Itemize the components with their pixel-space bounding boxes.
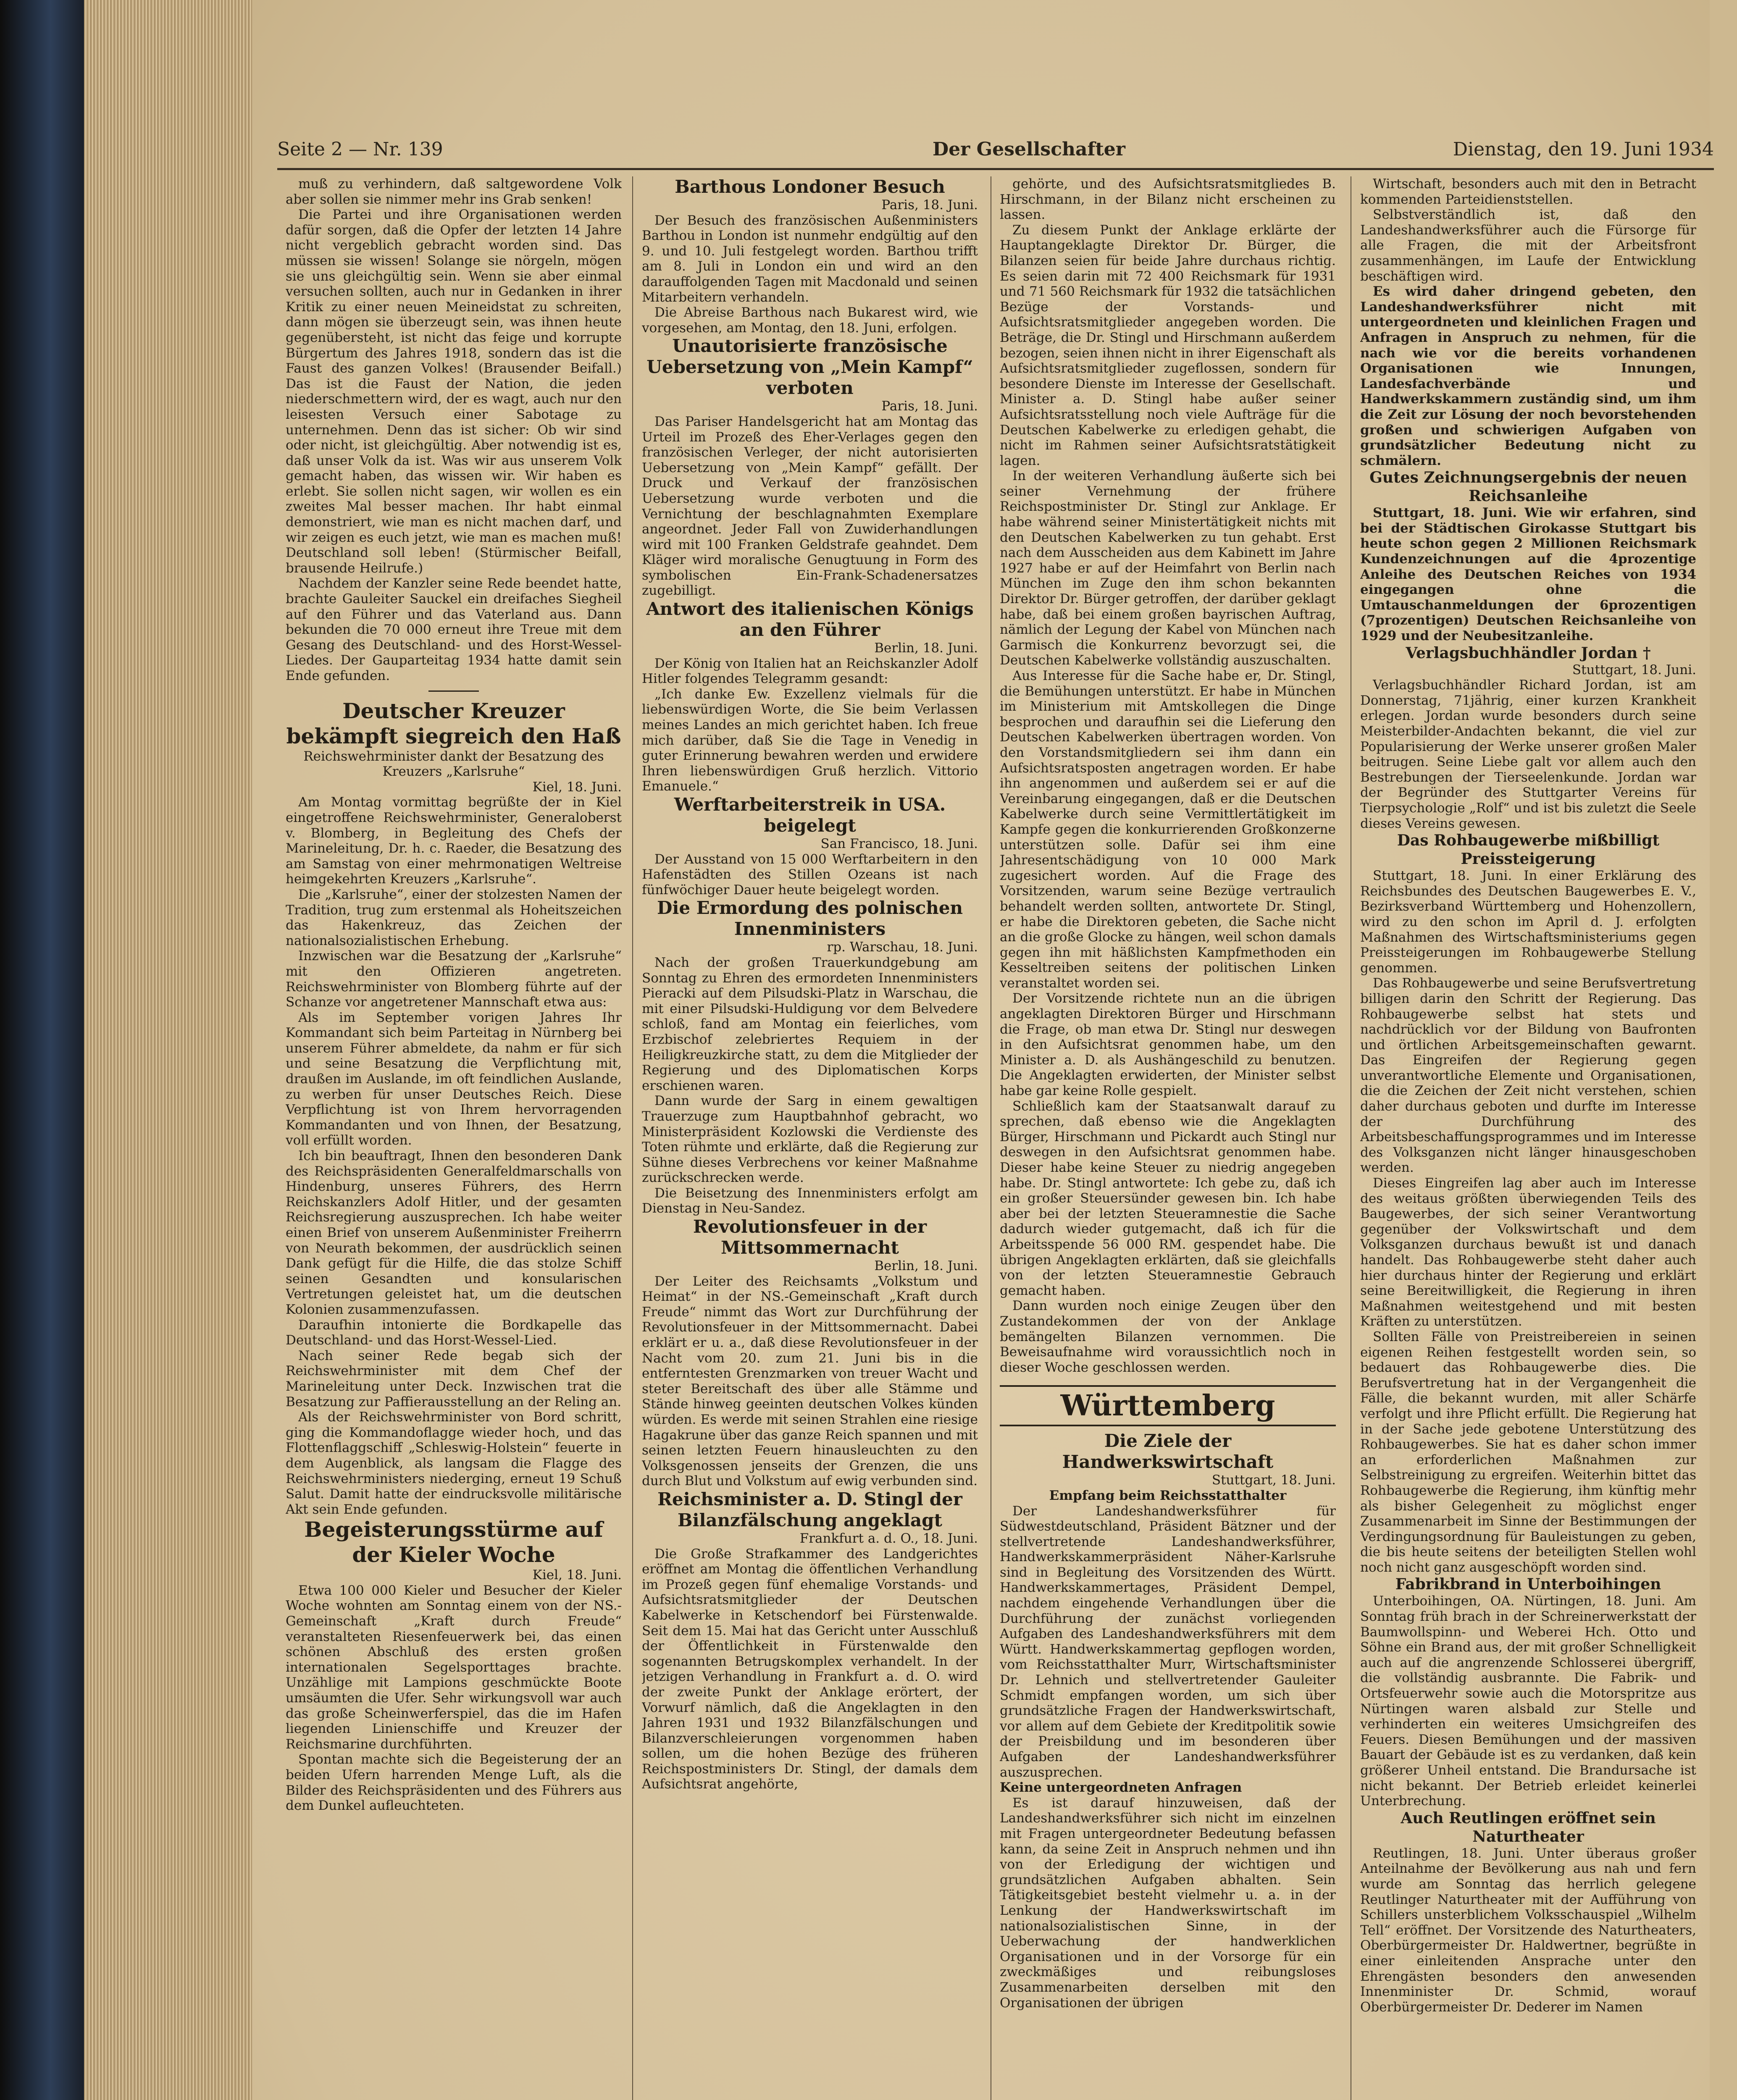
- article-text: Selbstverständlich ist, daß den Landeshandwerksführer auch die Fürsorge für alle Fragen, die mit der Arbeitsfront zusammenhängen, im Laufe der Entwicklung beschäftigen wird.: [1360, 207, 1696, 284]
- column-1: [286, 176, 622, 2100]
- article-text: Am Montag vormittag begrüßte der in Kiel eingetroffene Reichswehrminister, Generaloberst v. Blomberg, in Begleitung des Chefs der Marineleitung, Dr. h. c. Raeder, die Besatzung des am Samstag von einer mehrmonatigen Weltreise heimgekehrten Kreuzers „Karlsruhe“.: [286, 795, 622, 887]
- headline-mein-kampf: Unautorisierte französische Uebersetzung von „Mein Kampf“ verboten: [646, 336, 973, 399]
- dateline: Kiel, 18. Juni.: [532, 1567, 622, 1583]
- headline-rohbaugewerbe: Das Rohbaugewerbe mißbilligt Preissteigerung: [1397, 832, 1660, 868]
- article-text: Die Beisetzung des Innenministers erfolgt am Dienstag in Neu-Sandez.: [642, 1185, 978, 1216]
- article-text: Sollten Fälle von Preistreibereien in seinen eigenen Reihen festgestellt worden sein, so bedauert das Rohbaugewerbe dies. Die Berufsvertretung hat in der Vergangenheit die Fälle, die bekannt wurden, mit aller Schärfe verfolgt und ihre Pflicht erfüllt. Die Regierung hat in der Sache jede gebotene Unterstützung des Rohbaugewerbes. Sie hat es daher schon immer an erforderlichen Maßnahmen zur Selbstreinigung zu ergreifen. Weiterhin bittet das Rohbaugewerbe die Regierung, ihm künftig mehr als bisher Gelegenheit zu möglichst enger Zusammenarbeit im Sinne der Bestimmungen der Verdingungsordnung für Bauleistungen zu geben, die bis heute seitens der beteiligten Stellen wohl noch nicht ganz ausgeschöpft worden sind.: [1360, 1329, 1696, 1575]
- article-text: Aus Interesse für die Sache habe er, Dr. Stingl, die Bemühungen unterstützt. Er habe in München im Ministerium mit Amtskollegen die Dinge besprochen und daraufhin sei die Lieferung den Deutschen Kabelwerken übertragen worden. Von den Vorstandsmitgliedern sei ihm dann ein Aufsichtsratsposten angetragen worden. Er habe ihn angenommen und außerdem sei er auf die Vereinbarung eingegangen, daß er die Deutschen Kabelwerke durch seine Vermittlertätigkeit im Kampfe gegen die konkurrierenden Großkonzerne unterstützen solle. Dafür sei ihm eine Jahresentschädigung von 10 000 Mark zugesichert worden. Auf die Frage des Vorsitzenden, warum seine Bezüge vertraulich behandelt werden sollten, antwortete Dr. Stingl, er habe die Direktoren gebeten, die Sache nicht an die große Glocke zu hängen, weil schon damals gegen ihn mit häßlichsten Kampfmethoden ein Kesseltreiben seitens der politischen Linken veranstaltet worden sei.: [1000, 668, 1336, 991]
- section-header-wuerttemberg: Württemberg: [1000, 1385, 1336, 1426]
- headline-werftstreik: Werftarbeiterstreik in USA. beigelegt: [674, 794, 946, 836]
- dateline: Frankfurt a. d. O., 18. Juni.: [799, 1530, 978, 1546]
- article-text: Inzwischen war die Besatzung der „Karlsruhe“ mit den Offizieren angetreten. Reichswehrminister von Blomberg führte auf der Schanze vor angetretener Mannschaft etwa aus:: [286, 948, 622, 1010]
- article-text: Schließlich kam der Staatsanwalt darauf zu sprechen, daß ebenso wie die Angeklagten Bürger, Hirschmann und Pickardt auch Stingl nur deswegen in den Aufsichtsrat genommen habe. Dieser habe keine Steuer zu niedrig angegeben habe. Dr. Stingl antwortete: Ich gebe zu, daß ich ein großer Steuersünder gewesen bin. Ich habe aber bei der letzten Steueramnestie die Sache dadurch wieder gutgemacht, daß ich für die Arbeitsspende 56 000 RM. gespendet habe. Die übrigen Angeklagten erklärten, daß sie gleichfalls von der letzten Steueramnestie Gebrauch gemacht haben.: [1000, 1098, 1336, 1298]
- article-text: Stuttgart, 18. Juni. Wie wir erfahren, sind bei der Städtischen Girokasse Stuttgart bis heute schon gegen 2 Millionen Reichsmark Kundenzeichnungen auf die 4prozentige Anleihe des Deutschen Reiches von 1934 eingegangen ohne die Umtauschanmeldungen der 6prozentigen (7prozentigen) Deutschen Reichsanleihe von 1929 und der Neubesitzanleihe.: [1360, 505, 1696, 644]
- article-text: Die Große Strafkammer des Landgerichtes eröffnet am Montag die öffentlichen Verhandlung im Prozeß gegen fünf ehemalige Vorstands- und Aufsichtsratsmitglieder der Deutschen Kabelwerke in Ketschendorf bei Fürstenwalde. Seit dem 15. Mai hat das Gericht unter Ausschluß der Öffentlichkeit in Fürstenwalde den sogenannten Betrugskomplex verhandelt. In der jetzigen Verhandlung in Frankfurt a. d. O. wird der zweite Punkt der Anklage erörtert, der Vorwurf nämlich, daß die Angeklagten in den Jahren 1931 und 1932 Bilanzfälschungen und Bilanzverschleierungen vorgenommen haben sollen, um die hohen Bezüge des früheren Reichspostministers Dr. Stingl, der damals dem Aufsichtsrat angehörte,: [642, 1546, 978, 1792]
- article-text: Stuttgart, 18. Juni. In einer Erklärung des Reichsbundes des Deutschen Baugewerbes E. V., Bezirksverband Württemberg und Hohenzollern, wird zu den schon im April d. J. erfolgten Maßnahmen des Wirtschaftsministeriums gegen Preissteigerungen im Rohbaugewerbe Stellung genommen.: [1360, 868, 1696, 976]
- article-text: Daraufhin intonierte die Bordkapelle das Deutschland- und das Horst-Wessel-Lied.: [286, 1317, 622, 1348]
- dateline: Stuttgart, 18. Juni.: [1572, 662, 1696, 677]
- article-text: gehörte, und des Aufsichtsratsmitgliedes B. Hirschmann, in der Bilanz nicht erscheinen zu lassen.: [1000, 176, 1336, 223]
- subheadline: Empfang beim Reichsstatthalter: [1049, 1488, 1287, 1503]
- article-text: In der weiteren Verhandlung äußerte sich bei seiner Vernehmung der frühere Reichspostminister Dr. Stingl zur Anklage. Er habe während seiner Ministertätigkeit nichts mit den Deutschen Kabelwerken zu tun gehabt. Erst nach dem Ausscheiden aus dem Kabinett im Jahre 1927 habe er auf der Heimfahrt von Berlin nach München im Zuge den ihm schon bekannten Direktor Dr. Bürger getroffen, der darüber geklagt habe, daß bei einem großen bayrischen Auftrag, nämlich der Legung der Kabel von München nach Garmisch die Konkurrenz bevorzugt sei, die Deutschen Kabelwerke vollständig auszuschalten.: [1000, 468, 1336, 668]
- article-text: Der König von Italien hat an Reichskanzler Adolf Hitler folgendes Telegramm gesandt:: [642, 656, 978, 687]
- dateline: rp. Warschau, 18. Juni.: [827, 940, 978, 955]
- facing-page-edge: [1710, 0, 1737, 2100]
- column-divider: [632, 176, 633, 2100]
- article-text: Der Leiter des Reichsamts „Volkstum und Heimat“ in der NS.-Gemeinschaft „Kraft durch Freude“ nimmt das Wort zur Durchführung der Revolutionsfeuer in der Mittsommernacht. Dabei erklärt er u. a., daß diese Revolutionsfeuer in der Nacht vom 20. zum 21. Juni bis in die entferntesten Grenzmarken von treuer Wacht und steter Bereitschaft des über alle Stämme und Stände hinweg geeinten deutschen Volkes künden würden. Es werde mit seinen Strahlen eine riesige Hagakrune über das ganze Reich spannen und mit seinen letzten Feuern hinausleuchten zu den Volksgenossen jenseits der Grenzen, die uns durch Blut und Volkstum auf ewig verbunden sind.: [642, 1273, 978, 1489]
- article-text: „Ich danke Ew. Exzellenz vielmals für die liebenswürdigen Worte, die Sie beim Verlassen meines Landes an mich gerichtet haben. Ich freue mich darüber, daß Sie die Tage in Venedig in guter Erinnerung bewahren werden und erwidere Ihren liebenswürdigen Gruß herzlich. Vittorio Emanuele.“: [642, 686, 978, 794]
- article-text: Dann wurde der Sarg in einem gewaltigen Trauerzuge zum Hauptbahnhof gebracht, wo Ministerpräsident Kozlowski die Verdienste des Toten rühmte und erklärte, daß die Regierung zur Sühne dieses Verbrechens vor keiner Maßnahme zurückschrecken werde.: [642, 1093, 978, 1186]
- article-text: Wirtschaft, besonders auch mit den in Betracht kommenden Parteidienststellen.: [1360, 176, 1696, 207]
- article-text: Die „Karlsruhe“, einer der stolzesten Namen der Tradition, trug zum erstenmal als Hoheitszeichen das Hakenkreuz, das Zeichen der nationalsozialistischen Erhebung.: [286, 887, 622, 948]
- article-text: Der Ausstand von 15 000 Werftarbeitern in den Hafenstädten des Stillen Ozeans ist nach fünfwöchiger Dauer heute beigelegt worden.: [642, 851, 978, 898]
- dateline: Berlin, 18. Juni.: [874, 1258, 978, 1274]
- subheadline: Reichswehrminister dankt der Besatzung des Kreuzers „Karlsruhe“: [303, 748, 604, 780]
- subheadline: Keine untergeordneten Anfragen: [1000, 1780, 1242, 1796]
- page-number: Seite 2 — Nr. 139: [277, 139, 443, 160]
- article-text: Verlagsbuchhändler Richard Jordan, ist am Donnerstag, 71jährig, einer kurzen Krankheit erlegen. Jordan wurde besonders durch seine Meisterbilder-Andachten bekannt, die viel zur Popularisierung der Werke unserer großen Maler beitrugen. Seine Liebe galt vor allem auch den Bestrebungen der Tierseelenkunde. Jordan war der Begründer des Stuttgarter Vereins für Tierpsychologie „Rolf“ und ist bis zuletzt die Seele dieses Vereins gewesen.: [1360, 677, 1696, 831]
- article-text: Nachdem der Kanzler seine Rede beendet hatte, brachte Gauleiter Sauckel ein dreifaches Siegheil auf den Führer und das Vaterland aus. Dann bekunden die 70 000 erneut ihre Treue mit dem Gesang des Deutschland- und des Horst-Wessel-Liedes. Der Gauparteitag 1934 hatte damit sein Ende gefunden.: [286, 576, 622, 683]
- headline-kreuzer: Deutscher Kreuzer bekämpft siegreich den Haß: [286, 698, 621, 748]
- article-text: Dann wurden noch einige Zeugen über den Zustandekommen der von der Anklage bemängelten Bilanzen vernommen. Die Beweisaufnahme wird voraussichtlich noch in dieser Woche geschlossen werden.: [1000, 1298, 1336, 1375]
- article-text: Dieses Eingreifen lag aber auch im Interesse des weitaus größten überwiegenden Teils des Baugewerbes, der sich seiner Verantwortung gegenüber der Volkswirtschaft und dem Volksganzen durchaus bewußt ist und danach handelt. Das Rohbaugewerbe steht daher auch hier durchaus hinter der Regierung und erklärt seine Bereitwilligkeit, die Regierung in ihren Maßnahmen weitestgehend und mit besten Kräften zu unterstützen.: [1360, 1176, 1696, 1329]
- page-header: [277, 139, 1714, 168]
- dateline: San Francisco, 18. Juni.: [820, 836, 978, 851]
- article-text: Unterboihingen, OA. Nürtingen, 18. Juni. Am Sonntag früh brach in der Schreinerwerkstatt der Baumwollspinn- und Weberei Hch. Otto und Söhne ein Brand aus, der mit großer Schnelligkeit auch auf die angrenzende Schlosserei übergriff, die vollständig ausbrannte. Die Fabrik- und Ortsfeuerwehr sowie auch die Motorspritze aus Nürtingen waren alsbald zur Stelle und verhinderten ein weiteres Umsichgreifen des Feuers. Diesen Bemühungen und der massiven Bauart der Gebäude ist es zu verdanken, daß kein größerer Unheil entstand. Die Brandursache ist nicht bekannt. Der Betrieb erleidet keinerlei Unterbrechung.: [1360, 1593, 1696, 1809]
- headline-fabrikbrand: Fabrikbrand in Unterboihingen: [1395, 1575, 1661, 1593]
- header-rule: [277, 168, 1714, 170]
- article-text: Zu diesem Punkt der Anklage erklärte der Hauptangeklagte Direktor Dr. Bürger, die Bilanzen seien für beide Jahre durchaus richtig. Es seien darin mit 72 400 Reichsmark für 1931 und 71 560 Reichsmark für 1932 die tatsächlichen Bezüge der Vorstands- und Aufsichtsratsmitglieder angegeben worden. Die Beträge, die Dr. Stingl und Hirschmann außerdem bezogen, seien ihnen nicht in ihrer Eigenschaft als Aufsichtsratsmitglieder zugeflossen, sondern für besondere Dienste im Interesse der Gesellschaft. Minister a. D. Stingl habe außer seiner Aufsichtsratsstellung noch viele Aufträge für die Deutschen Kabelwerke zu erledigen gehabt, die nicht im Rahmen seiner Aufsichtsratstätigkeit lagen.: [1000, 222, 1336, 468]
- column-3: [1000, 176, 1336, 2100]
- article-text: Der Landeshandwerksführer für Südwestdeutschland, Präsident Bätzner und der stellvertretende Landeshandwerksführer, Handwerkskammerpräsident Näher-Karlsruhe sind in Begleitung des Vorsitzenden des Württ. Handwerkskammertages, Präsident Dempel, nachdem eingehende Verhandlungen über die Durchführung der zunächst vorliegenden Aufgaben des Landeshandwerksführers mit dem Württ. Handwerkskammertag gepflogen worden, vom Reichsstatthalter Murr, Wirtschaftsminister Dr. Lehnich und stellvertretender Gauleiter Schmidt empfangen worden, um sich über grundsätzliche Fragen der Handwerkswirtschaft, vor allem auf dem Gebiete der Kreditpolitik sowie der Preisbildung und im besonderen über Aufgaben der Landeshandwerksführer auszusprechen.: [1000, 1503, 1336, 1780]
- headline-jordan: Verlagsbuchhändler Jordan †: [1406, 644, 1651, 662]
- headline-ermordung: Die Ermordung des polnischen Innenministers: [657, 898, 963, 940]
- page-edges: [84, 0, 252, 2100]
- dateline: Stuttgart, 18. Juni.: [1211, 1473, 1336, 1488]
- issue-date: Dienstag, den 19. Juni 1934: [1453, 139, 1714, 160]
- article-text: Das Pariser Handelsgericht hat am Montag das Urteil im Prozeß des Eher-Verlages gegen den französischen Verleger, der nicht autorisierten Uebersetzung von „Mein Kampf“ gefällt. Der Druck und Verkauf der französischen Uebersetzung wurde verboten und die Vernichtung der beschlagnahmten Exemplare angeordnet. Jeder Fall von Zuwiderhandlungen wird mit 100 Franken Geldstrafe geahndet. Dem Kläger wird moralische Genugtuung in Form des symbolischen Ein-Frank-Schadenersatzes zugebilligt.: [642, 414, 978, 598]
- article-text: Der Vorsitzende richtete nun an die übrigen angeklagten Direktoren Bürger und Hirschmann die Frage, ob man etwa Dr. Stingl nur deswegen in den Aufsichtsrat genommen habe, um den Minister a. D. als Aushängeschild zu benutzen. Die Angeklagten erwiderten, der Minister selbst habe gar keine Rolle gespielt.: [1000, 991, 1336, 1099]
- column-4: [1360, 176, 1696, 2100]
- article-text: Als im September vorigen Jahres Ihr Kommandant sich beim Parteitag in Nürnberg bei unserem Führer abmeldete, da nahm er für sich und seine Besatzung die Verpflichtung mit, draußen im Auslande, im oft feindlichen Auslande, zu werben für unser Deutsches Reich. Diese Verpflichtung ist von Ihrem hervorragenden Kommandanten und von Ihnen, der Besatzung, voll erfüllt worden.: [286, 1010, 622, 1148]
- masthead: Der Gesellschafter: [933, 139, 1125, 160]
- article-text: Die Abreise Barthous nach Bukarest wird, wie vorgesehen, am Montag, den 18. Juni, erfolgen.: [642, 305, 978, 336]
- article-text: Nach seiner Rede begab sich der Reichswehrminister mit dem Chef der Marineleitung unter Deck. Inzwischen trat die Besatzung zur Paffierausstellung an der Reling an.: [286, 1348, 622, 1410]
- article-text: Reutlingen, 18. Juni. Unter überaus großer Anteilnahme der Bevölkerung aus nah und fern wurde am Sonntag das herrlich gelegene Reutlinger Naturtheater mit der Aufführung von Schillers unsterblichem Volksschauspiel „Wilhelm Tell“ eröffnet. Der Vorsitzende des Naturtheaters, Oberbürgermeister Dr. Haldwertner, begrüßte in einer einleitenden Ansprache unter den Ehrengästen besonders den anwesenden Innenminister Dr. Schmid, worauf Oberbürgermeister Dr. Dederer im Namen: [1360, 1845, 1696, 2015]
- article-text: Es ist darauf hinzuweisen, daß der Landeshandwerksführer sich nicht im einzelnen mit Fragen untergeordneter Bedeutung befassen kann, da seine Zeit in Anspruch nehmen und ihn von der Erledigung der wichtigen und grundsätzlichen Aufgaben abhalten. Sein Tätigkeitsgebiet besteht vielmehr u. a. in der Lenkung der Handwerkswirtschaft im nationalsozialistischen Sinne, in der Ueberwachung der handwerklichen Organisationen und in der Vorsorge für ein zweckmäßiges und reibungsloses Zusammenarbeiten derselben mit den Organisationen der übrigen: [1000, 1795, 1336, 2011]
- headline-koenig: Antwort des italienischen Königs an den Führer: [646, 598, 974, 640]
- dateline: Paris, 18. Juni.: [881, 197, 978, 213]
- headline-naturtheater: Auch Reutlingen eröffnet sein Naturtheater: [1401, 1809, 1656, 1845]
- headline-revolutionsfeuer: Revolutionsfeuer in der Mittsommernacht: [693, 1216, 927, 1258]
- dateline: Kiel, 18. Juni.: [532, 779, 622, 795]
- article-text: Das Rohbaugewerbe und seine Berufsvertretung billigen darin den Schritt der Regierung. Das Rohbaugewerbe selbst hat stets und nachdrücklich vor der Bildung von Baufronten und örtlichen Arbeitsgemeinschaften gewarnt. Das Eingreifen der Regierung gegen unverantwortliche Elemente und Organisationen, die die Zeichen der Zeit nicht verstehen, schien daher durchaus geboten und durfte im Interesse der Durchführung des Arbeitsbeschaffungsprogrammes und im Interesse des Volksganzen nicht länger hinausgeschoben werden.: [1360, 976, 1696, 1176]
- article-text: muß zu verhindern, daß saltgewordene Volk aber sollen sie nimmer mehr ins Grab senken!: [286, 176, 622, 207]
- article-text: Etwa 100 000 Kieler und Besucher der Kieler Woche wohnten am Sonntag einem von der NS.-Gemeinschaft „Kraft durch Freude“ veranstalteten Riesenfeuerwerk bei, das einen schönen Abschluß des ersten großen internationalen Segelsporttages brachte. Unzählige mit Lampions geschmückte Boote umsäumten die Ufer. Sehr wirkungsvoll war auch das große Scheinwerferspiel, das die im Hafen liegenden Linienschiffe und Kreuzer der Reichsmarine durchführten.: [286, 1583, 622, 1752]
- article-text: Die Partei und ihre Organisationen werden dafür sorgen, daß die Opfer der letzten 14 Jahre nicht vergeblich gebracht worden sind. Das müssen sie wissen! Solange sie nörgeln, mögen sie uns gleichgültig sein. Wenn sie aber einmal versuchen sollten, auch nur in Gedanken in ihrer Kritik zu einer neuen Meineidstat zu schreiten, dann mögen sie überzeugt sein, was ihnen heute gegenübersteht, ist nicht das feige und korrupte Bürgertum des Jahres 1918, sondern das ist die Faust des ganzen Volkes! (Brausender Beifall.) Das ist die Faust der Nation, die jeden niederschmettern wird, der es wagt, auch nur den leisesten Versuch einer Sabotage zu unternehmen. Denn das ist sicher: Ob wir sind oder nicht, ist gleichgültig. Aber notwendig ist es, daß unser Volk da ist. Was wir aus unserem Volk gemacht haben, das wissen wir. Wir haben es erlebt. Sie sollen nicht sagen, wir wollen es ein zweites Mal besser machen. Ihr habt einmal demonstriert, wie man es nicht machen darf, und wir zeigen es euch jetzt, wie man es machen muß! Deutschland soll leben! (Stürmischer Beifall, brausende Heilrufe.): [286, 207, 622, 576]
- headline-stingl: Reichsminister a. D. Stingl der Bilanzfälschung angeklagt: [657, 1488, 962, 1530]
- article-text: Nach der großen Trauerkundgebung am Sonntag zu Ehren des ermordeten Innenministers Pieracki auf dem Pilsudski-Platz in Warschau, die mit einer Pilsudski-Huldigung vor dem Belvedere schloß, fand am Montag ein feierliches, vom Erzbischof zelebriertes Requiem in der Heiligkreuzkirche statt, zu dem die Mitglieder der Regierung und des Diplomatischen Korps erschienen waren.: [642, 955, 978, 1093]
- headline-handwerk: Die Ziele der Handwerkswirtschaft: [1062, 1431, 1274, 1473]
- article-text: Es wird daher dringend gebeten, den Landeshandwerksführer nicht mit untergeordneten und kleinlichen Fragen und Anfragen in Anspruch zu nehmen, für die nach wie vor die bereits vorhandenen Organisationen wie Innungen, Landesfachverbände und Handwerkskammern zuständig sind, um ihm die Zeit zur Lösung der noch bevorstehenden großen und schwierigen Aufgaben von grundsätzlicher Bedeutung nicht zu schmälern.: [1360, 284, 1696, 468]
- article-text: Spontan machte sich die Begeisterung der an beiden Ufern harrenden Menge Luft, als die Bilder des Reichspräsidenten und des Führers aus dem Dunkel aufleuchteten.: [286, 1752, 622, 1814]
- headline-kieler-woche: Begeisterungsstürme auf der Kieler Woche: [304, 1517, 603, 1567]
- headline-barthou: Barthous Londoner Besuch: [675, 176, 945, 197]
- column-2: [642, 176, 978, 2100]
- article-text: Als der Reichswehrminister von Bord schritt, ging die Kommandoflagge wieder hoch, und das Flottenflaggschiff „Schleswig-Holstein“ feuerte in dem Augenblick, als langsam die Flagge des Reichswehrministers niederging, erneut 19 Schuß Salut. Damit hatte der eindrucksvolle militärische Akt sein Ende gefunden.: [286, 1410, 622, 1517]
- article-text: Ich bin beauftragt, Ihnen den besonderen Dank des Reichspräsidenten Generalfeldmarschalls von Hindenburg, unseres Führers, des Herrn Reichskanzlers Adolf Hitler, und der gesamten Reichsregierung auszusprechen. Ich habe weiter einen Brief von unserem Außenminister Freiherrn von Neurath bekommen, der ausdrücklich seinen Dank gefügt für die Hilfe, die das stolze Schiff seinen Gesandten und konsularischen Vertretungen geleistet hat, um die deutschen Kolonien zusammenzufassen.: [286, 1148, 622, 1317]
- dateline: Berlin, 18. Juni.: [874, 640, 978, 656]
- article-text: Der Besuch des französischen Außenministers Barthou in London ist nunmehr endgültig auf den 9. und 10. Juli festgelegt worden. Barthou trifft am 8. Juli in London ein und wird an den darauffolgenden Tagen mit Macdonald und seinen Mitarbeitern verhandeln.: [642, 213, 978, 305]
- separator: [428, 690, 479, 692]
- dateline: Paris, 18. Juni.: [881, 399, 978, 414]
- book-binding: [0, 0, 84, 2100]
- headline-reichsanleihe: Gutes Zeichnungsergebnis der neuen Reichsanleihe: [1369, 469, 1687, 505]
